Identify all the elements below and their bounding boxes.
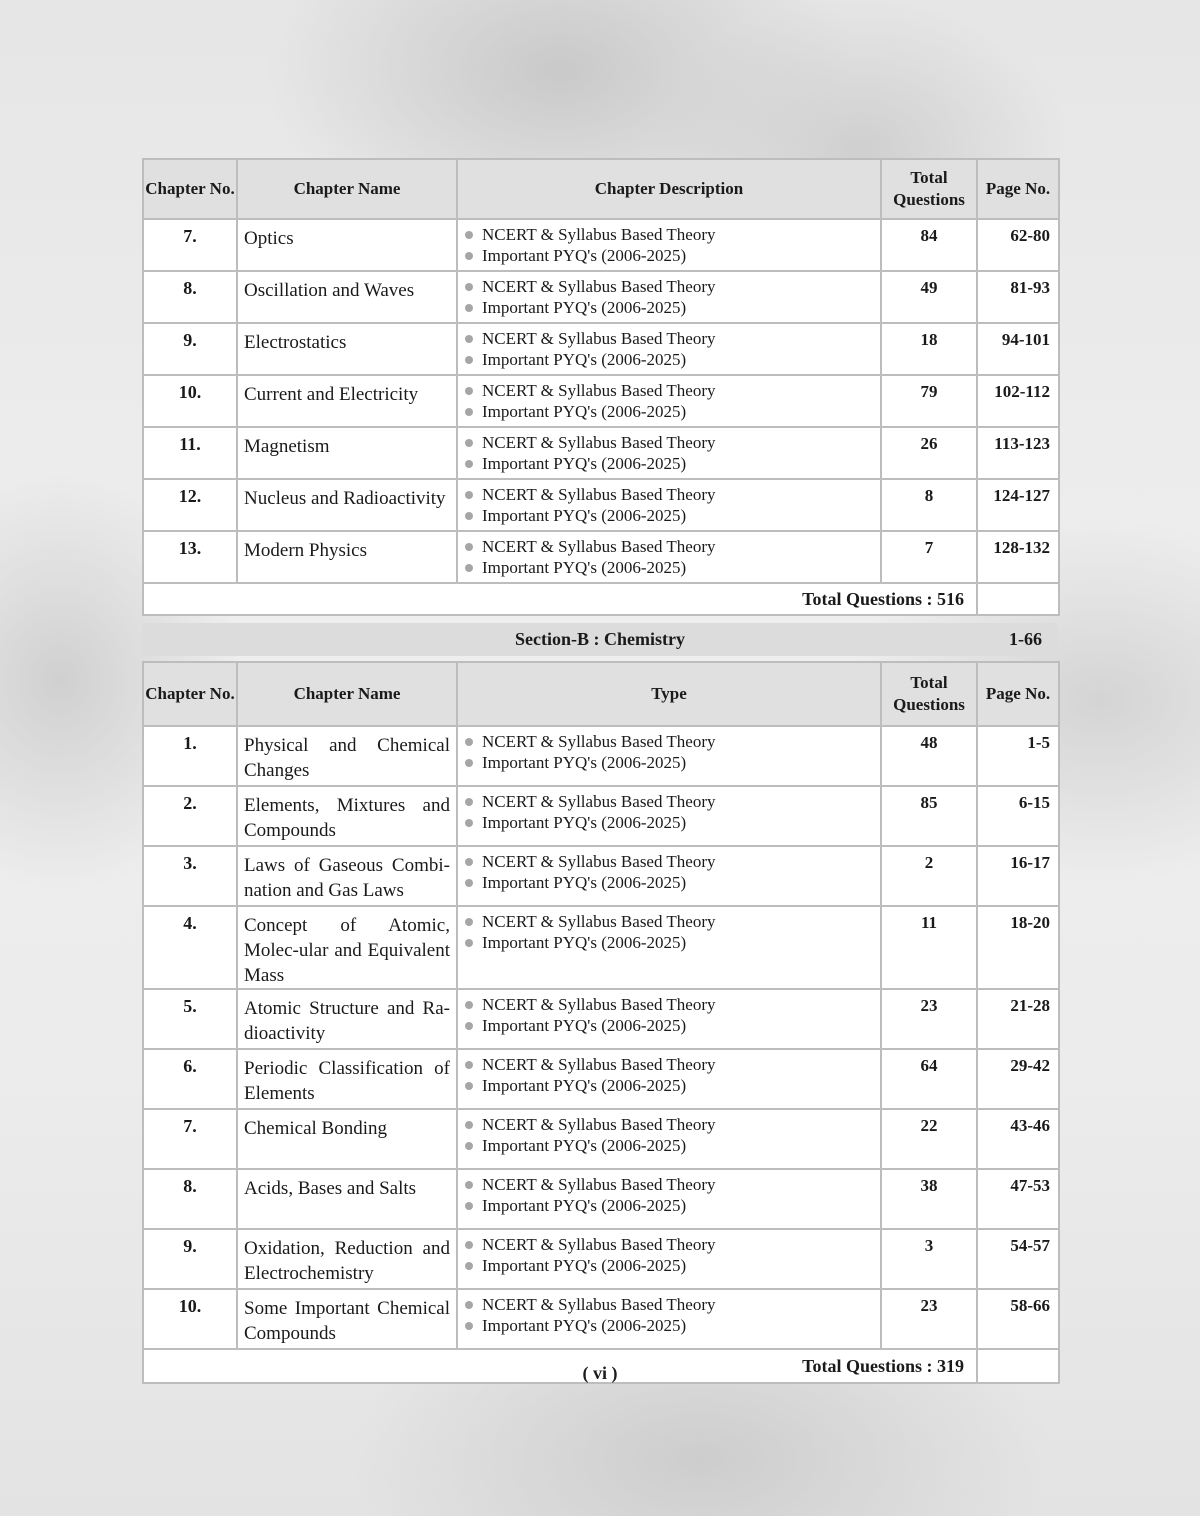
description-item-text: Important PYQ's (2006-2025)	[482, 298, 687, 317]
total-questions: 18	[881, 323, 977, 375]
page-range: 47-53	[977, 1169, 1059, 1229]
chapter-number: 11.	[143, 427, 237, 479]
description-item-text: Important PYQ's (2006-2025)	[482, 558, 687, 577]
chapter-description	[457, 219, 881, 271]
description-item-text: NCERT & Syllabus Based Theory	[482, 277, 716, 296]
total-questions: 79	[881, 375, 977, 427]
bullet-icon	[465, 759, 473, 767]
header-total-questions: Total Questions	[881, 662, 977, 726]
description-item	[464, 349, 880, 370]
description-item	[464, 297, 880, 318]
description-item-text: Important PYQ's (2006-2025)	[482, 813, 687, 832]
chapter-name: Electrostatics	[237, 323, 457, 375]
chapter-number: 6.	[143, 1049, 237, 1109]
chapter-description	[457, 846, 881, 906]
bullet-icon	[465, 1262, 473, 1270]
chapter-name: Oscillation and Waves	[237, 271, 457, 323]
description-item	[464, 380, 880, 401]
description-item	[464, 752, 880, 773]
chapter-description	[457, 531, 881, 583]
chapter-description	[457, 906, 881, 989]
section-b-pages: 1-66	[1009, 629, 1042, 649]
chapter-number: 12.	[143, 479, 237, 531]
bullet-icon	[465, 387, 473, 395]
page-range: 113-123	[977, 427, 1059, 479]
bullet-icon	[465, 408, 473, 416]
table-row	[143, 219, 1059, 271]
bullet-icon	[465, 512, 473, 520]
header-chapter-name: Chapter Name	[237, 159, 457, 219]
page-range: 94-101	[977, 323, 1059, 375]
description-item	[464, 932, 880, 953]
table-row	[143, 1169, 1059, 1229]
page-range: 43-46	[977, 1109, 1059, 1169]
description-item-text: NCERT & Syllabus Based Theory	[482, 225, 716, 244]
description-item-text: Important PYQ's (2006-2025)	[482, 1076, 687, 1095]
bullet-icon	[465, 1241, 473, 1249]
table-row	[143, 531, 1059, 583]
description-item	[464, 812, 880, 833]
description-item	[464, 432, 880, 453]
section-a-table-block	[142, 158, 1058, 616]
description-item	[464, 1174, 880, 1195]
page-range: 16-17	[977, 846, 1059, 906]
chapter-number: 2.	[143, 786, 237, 846]
total-questions-label: Total Questions : 516	[143, 583, 977, 615]
chapter-name: Optics	[237, 219, 457, 271]
chapter-description	[457, 375, 881, 427]
description-item	[464, 1114, 880, 1135]
description-item-text: Important PYQ's (2006-2025)	[482, 402, 687, 421]
total-questions: 26	[881, 427, 977, 479]
bullet-icon	[465, 1301, 473, 1309]
description-item-text: NCERT & Syllabus Based Theory	[482, 1175, 716, 1194]
table-row	[143, 1049, 1059, 1109]
description-item	[464, 557, 880, 578]
description-item-text: NCERT & Syllabus Based Theory	[482, 1055, 716, 1074]
description-item	[464, 484, 880, 505]
chapter-number: 4.	[143, 906, 237, 989]
chapter-description	[457, 726, 881, 786]
bullet-icon	[465, 879, 473, 887]
page-range: 1-5	[977, 726, 1059, 786]
bullet-icon	[465, 304, 473, 312]
total-questions: 23	[881, 989, 977, 1049]
table-row	[143, 479, 1059, 531]
description-item	[464, 401, 880, 422]
table-row	[143, 1229, 1059, 1289]
description-item-text: Important PYQ's (2006-2025)	[482, 454, 687, 473]
chapter-number: 9.	[143, 323, 237, 375]
description-item-text: NCERT & Syllabus Based Theory	[482, 995, 716, 1014]
chapter-name: Physical and Chemical Changes	[237, 726, 457, 786]
chapter-name: Some Important Chemical Compounds	[237, 1289, 457, 1349]
table-header-row	[143, 159, 1059, 219]
description-item	[464, 1234, 880, 1255]
bullet-icon	[465, 356, 473, 364]
description-item	[464, 1195, 880, 1216]
chapter-description	[457, 786, 881, 846]
description-item	[464, 276, 880, 297]
page-range: 102-112	[977, 375, 1059, 427]
total-empty-cell	[977, 583, 1059, 615]
total-questions-label: Total Questions : 319	[143, 1349, 977, 1383]
header-chapter-name: Chapter Name	[237, 662, 457, 726]
bullet-icon	[465, 798, 473, 806]
description-item-text: Important PYQ's (2006-2025)	[482, 350, 687, 369]
header-chapter-no: Chapter No.	[143, 662, 237, 726]
chapter-description	[457, 323, 881, 375]
chapter-name: Atomic Structure and Ra-dioactivity	[237, 989, 457, 1049]
page-range: 124-127	[977, 479, 1059, 531]
table-row	[143, 427, 1059, 479]
total-questions: 49	[881, 271, 977, 323]
table-row	[143, 786, 1059, 846]
table-row	[143, 989, 1059, 1049]
chapter-number: 9.	[143, 1229, 237, 1289]
description-item-text: NCERT & Syllabus Based Theory	[482, 381, 716, 400]
chapter-number: 1.	[143, 726, 237, 786]
page-range: 62-80	[977, 219, 1059, 271]
bullet-icon	[465, 439, 473, 447]
chapter-name: Modern Physics	[237, 531, 457, 583]
header-chapter-no: Chapter No.	[143, 159, 237, 219]
description-item-text: Important PYQ's (2006-2025)	[482, 933, 687, 952]
table-row	[143, 1109, 1059, 1169]
chapter-number: 8.	[143, 1169, 237, 1229]
bullet-icon	[465, 1202, 473, 1210]
section-b-band	[142, 623, 1058, 656]
description-item	[464, 536, 880, 557]
chapter-name: Magnetism	[237, 427, 457, 479]
total-row	[143, 583, 1059, 615]
description-item	[464, 1315, 880, 1336]
bullet-icon	[465, 231, 473, 239]
chapter-number: 7.	[143, 1109, 237, 1169]
total-questions: 2	[881, 846, 977, 906]
description-item	[464, 245, 880, 266]
description-item-text: Important PYQ's (2006-2025)	[482, 1136, 687, 1155]
chapter-name: Acids, Bases and Salts	[237, 1169, 457, 1229]
bullet-icon	[465, 858, 473, 866]
bullet-icon	[465, 460, 473, 468]
section-a-table	[142, 158, 1060, 616]
chapter-number: 10.	[143, 375, 237, 427]
bullet-icon	[465, 1022, 473, 1030]
bullet-icon	[465, 1082, 473, 1090]
description-item	[464, 791, 880, 812]
chapter-name: Current and Electricity	[237, 375, 457, 427]
chapter-number: 5.	[143, 989, 237, 1049]
page-number: ( vi )	[582, 1363, 618, 1383]
bullet-icon	[465, 543, 473, 551]
chapter-description	[457, 479, 881, 531]
table-row	[143, 323, 1059, 375]
bullet-icon	[465, 1181, 473, 1189]
header-chapter-description: Chapter Description	[457, 159, 881, 219]
page-range: 128-132	[977, 531, 1059, 583]
description-item	[464, 911, 880, 932]
description-item-text: NCERT & Syllabus Based Theory	[482, 1295, 716, 1314]
bullet-icon	[465, 1061, 473, 1069]
chapter-number: 3.	[143, 846, 237, 906]
total-questions: 85	[881, 786, 977, 846]
chapter-name: Chemical Bonding	[237, 1109, 457, 1169]
description-item	[464, 1015, 880, 1036]
description-item-text: NCERT & Syllabus Based Theory	[482, 792, 716, 811]
description-item	[464, 994, 880, 1015]
page-range: 18-20	[977, 906, 1059, 989]
table-row	[143, 271, 1059, 323]
description-item	[464, 731, 880, 752]
description-item	[464, 1255, 880, 1276]
header-type: Type	[457, 662, 881, 726]
total-questions: 8	[881, 479, 977, 531]
table-row	[143, 375, 1059, 427]
bullet-icon	[465, 1001, 473, 1009]
total-questions: 48	[881, 726, 977, 786]
total-questions: 7	[881, 531, 977, 583]
page-range: 81-93	[977, 271, 1059, 323]
description-item	[464, 453, 880, 474]
description-item-text: NCERT & Syllabus Based Theory	[482, 912, 716, 931]
chapter-name: Concept of Atomic, Molec-ular and Equivalent Mass	[237, 906, 457, 989]
description-item-text: Important PYQ's (2006-2025)	[482, 753, 687, 772]
header-page-no: Page No.	[977, 662, 1059, 726]
bullet-icon	[465, 1142, 473, 1150]
description-item	[464, 505, 880, 526]
page-range: 6-15	[977, 786, 1059, 846]
chapter-name: Oxidation, Reduction and Electrochemistry	[237, 1229, 457, 1289]
table-row	[143, 726, 1059, 786]
table-row	[143, 1289, 1059, 1349]
chapter-description	[457, 1289, 881, 1349]
description-item-text: NCERT & Syllabus Based Theory	[482, 732, 716, 751]
description-item	[464, 328, 880, 349]
description-item-text: Important PYQ's (2006-2025)	[482, 246, 687, 265]
description-item	[464, 1075, 880, 1096]
chapter-description	[457, 1049, 881, 1109]
section-b-table-block	[142, 661, 1058, 1384]
chapter-description	[457, 989, 881, 1049]
description-item-text: NCERT & Syllabus Based Theory	[482, 852, 716, 871]
page-range: 29-42	[977, 1049, 1059, 1109]
bullet-icon	[465, 335, 473, 343]
chapter-number: 13.	[143, 531, 237, 583]
description-item-text: NCERT & Syllabus Based Theory	[482, 1235, 716, 1254]
total-questions: 3	[881, 1229, 977, 1289]
description-item-text: NCERT & Syllabus Based Theory	[482, 1115, 716, 1134]
bullet-icon	[465, 819, 473, 827]
chapter-name: Laws of Gaseous Combi-nation and Gas Laws	[237, 846, 457, 906]
bullet-icon	[465, 1121, 473, 1129]
header-total-questions: Total Questions	[881, 159, 977, 219]
total-questions: 22	[881, 1109, 977, 1169]
chapter-number: 7.	[143, 219, 237, 271]
description-item-text: NCERT & Syllabus Based Theory	[482, 433, 716, 452]
description-item	[464, 851, 880, 872]
chapter-name: Nucleus and Radioactivity	[237, 479, 457, 531]
description-item	[464, 1054, 880, 1075]
section-b-title: Section-B : Chemistry	[515, 629, 685, 649]
total-questions: 23	[881, 1289, 977, 1349]
total-questions: 64	[881, 1049, 977, 1109]
description-item-text: NCERT & Syllabus Based Theory	[482, 485, 716, 504]
total-questions: 38	[881, 1169, 977, 1229]
bullet-icon	[465, 1322, 473, 1330]
bullet-icon	[465, 564, 473, 572]
chapter-description	[457, 271, 881, 323]
total-questions: 84	[881, 219, 977, 271]
bullet-icon	[465, 491, 473, 499]
chapter-description	[457, 1229, 881, 1289]
chapter-name: Periodic Classification of Elements	[237, 1049, 457, 1109]
bullet-icon	[465, 252, 473, 260]
page-range: 58-66	[977, 1289, 1059, 1349]
description-item-text: Important PYQ's (2006-2025)	[482, 873, 687, 892]
page-range: 54-57	[977, 1229, 1059, 1289]
table-row	[143, 846, 1059, 906]
description-item	[464, 1294, 880, 1315]
description-item	[464, 224, 880, 245]
chapter-number: 8.	[143, 271, 237, 323]
header-page-no: Page No.	[977, 159, 1059, 219]
bullet-icon	[465, 283, 473, 291]
page-range: 21-28	[977, 989, 1059, 1049]
chapter-description	[457, 427, 881, 479]
table-header-row	[143, 662, 1059, 726]
chapter-description	[457, 1109, 881, 1169]
chapter-number: 10.	[143, 1289, 237, 1349]
chapter-name: Elements, Mixtures and Compounds	[237, 786, 457, 846]
description-item-text: Important PYQ's (2006-2025)	[482, 506, 687, 525]
description-item-text: NCERT & Syllabus Based Theory	[482, 537, 716, 556]
description-item-text: Important PYQ's (2006-2025)	[482, 1316, 687, 1335]
bullet-icon	[465, 939, 473, 947]
bullet-icon	[465, 918, 473, 926]
table-row	[143, 906, 1059, 989]
description-item-text: Important PYQ's (2006-2025)	[482, 1016, 687, 1035]
description-item-text: NCERT & Syllabus Based Theory	[482, 329, 716, 348]
chapter-description	[457, 1169, 881, 1229]
description-item	[464, 872, 880, 893]
description-item	[464, 1135, 880, 1156]
description-item-text: Important PYQ's (2006-2025)	[482, 1256, 687, 1275]
total-questions: 11	[881, 906, 977, 989]
section-b-table	[142, 661, 1060, 1384]
bullet-icon	[465, 738, 473, 746]
description-item-text: Important PYQ's (2006-2025)	[482, 1196, 687, 1215]
